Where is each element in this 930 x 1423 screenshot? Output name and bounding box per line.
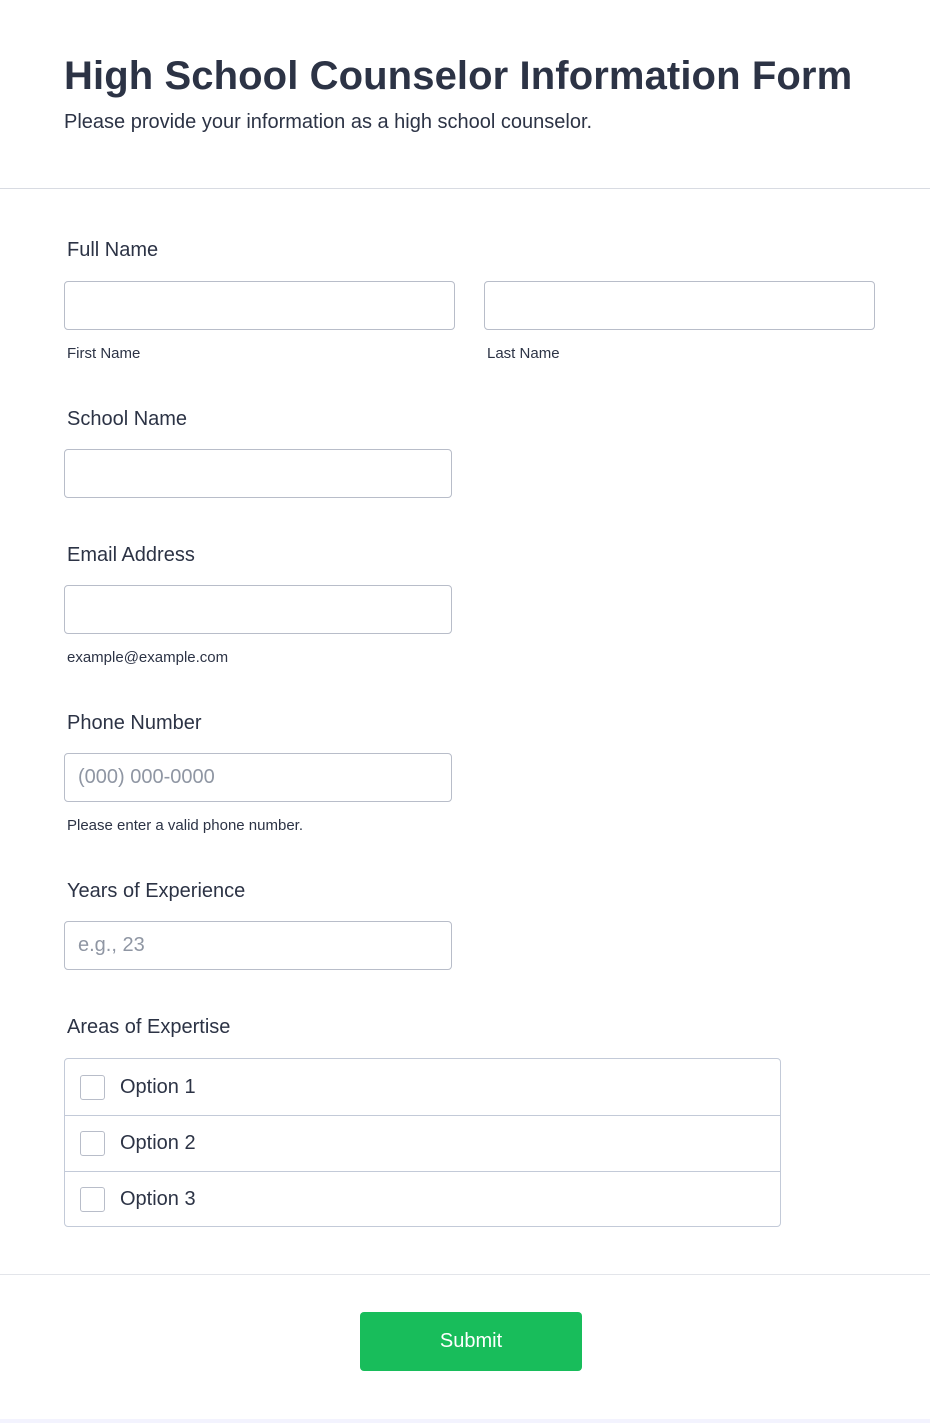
form-header: [0, 0, 930, 189]
email-sublabel: example@example.com: [67, 649, 229, 666]
form-subtitle: Please provide your information as a high school counselor.: [64, 111, 593, 133]
option-label: Option 3: [120, 1188, 196, 1210]
experience-input[interactable]: [64, 921, 452, 970]
option-label: Option 1: [120, 1075, 196, 1098]
phone-input[interactable]: [64, 753, 452, 802]
checkbox-icon[interactable]: [80, 1131, 105, 1156]
submit-button[interactable]: Submit: [360, 1312, 582, 1371]
expertise-option-3[interactable]: [65, 1171, 780, 1227]
last-name-sublabel: Last Name: [487, 345, 560, 362]
form-title: High School Counselor Information Form: [64, 54, 853, 98]
last-name-input[interactable]: [484, 281, 875, 330]
email-input[interactable]: [64, 585, 452, 634]
school-name-input[interactable]: [64, 449, 452, 498]
first-name-input[interactable]: [64, 281, 455, 330]
phone-sublabel: Please enter a valid phone number.: [67, 817, 303, 834]
footer-divider: [0, 1274, 930, 1275]
expertise-checkbox-group: [64, 1058, 781, 1227]
expertise-option-2[interactable]: [65, 1115, 780, 1171]
school-name-label: School Name: [67, 408, 188, 430]
full-name-label: Full Name: [67, 239, 159, 261]
expertise-label: Areas of Expertise: [67, 1016, 231, 1038]
checkbox-icon[interactable]: [80, 1075, 105, 1100]
first-name-sublabel: First Name: [67, 345, 141, 362]
experience-label: Years of Experience: [67, 880, 246, 902]
expertise-option-1[interactable]: [65, 1059, 780, 1115]
phone-label: Phone Number: [67, 712, 202, 734]
checkbox-icon[interactable]: [80, 1187, 105, 1212]
email-label: Email Address: [67, 544, 195, 566]
bottom-strip: [0, 1419, 930, 1423]
option-label: Option 2: [120, 1132, 196, 1154]
